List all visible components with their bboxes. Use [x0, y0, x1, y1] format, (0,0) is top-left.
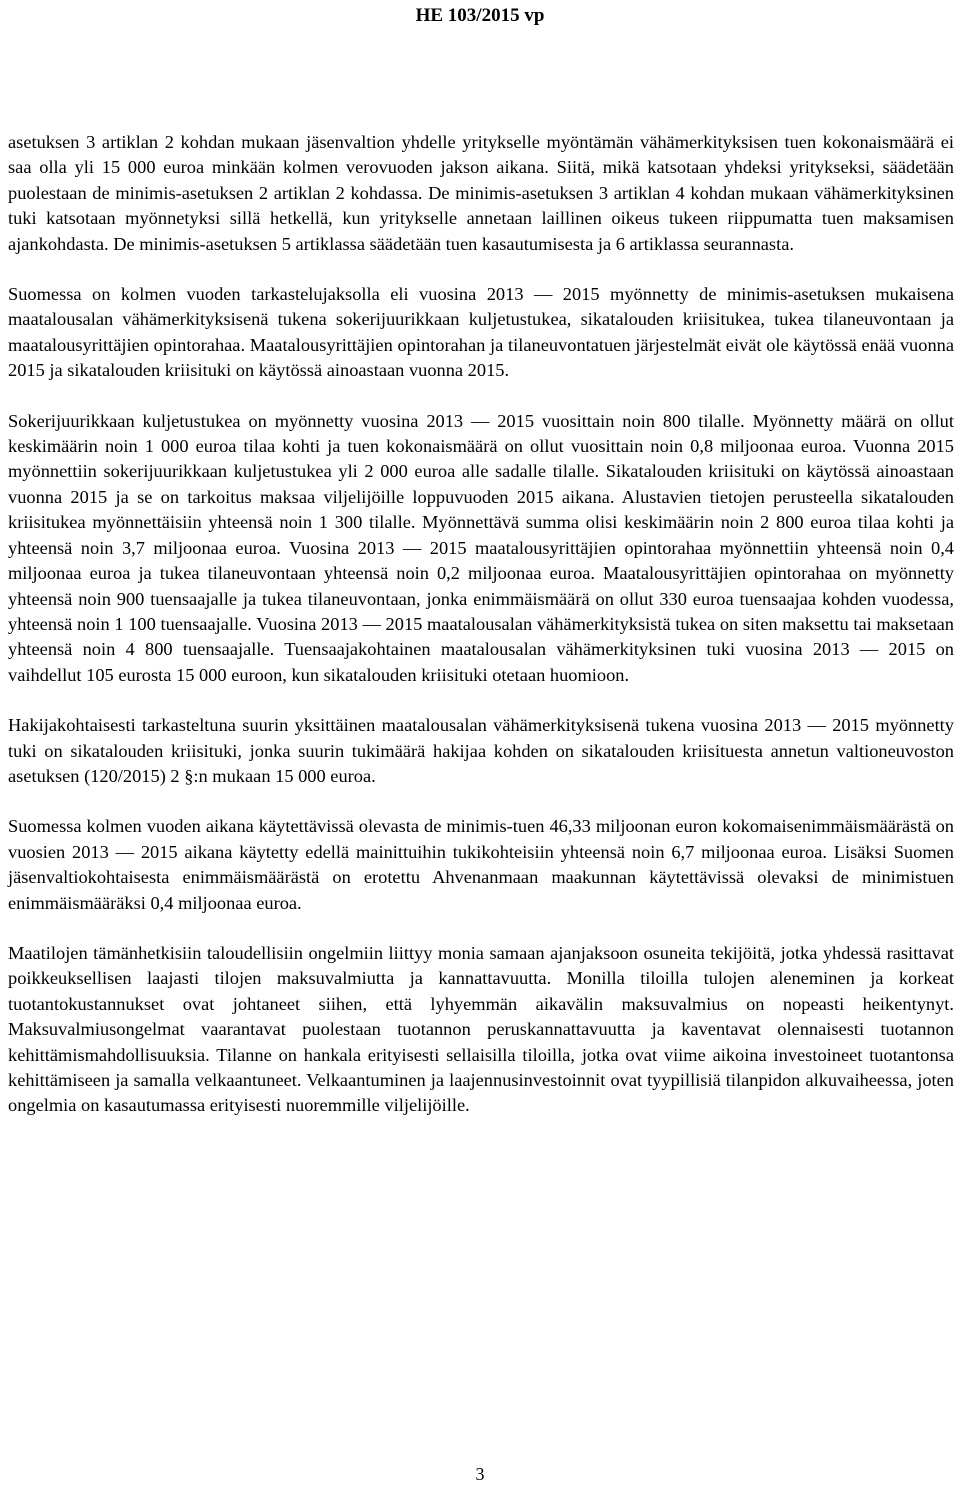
paragraph-2: Suomessa on kolmen vuoden tarkastelujaksolla eli vuosina 2013 — 2015 myönnetty de minimis-asetuksen mukaisena maatalousalan vähämerkityksisenä tukena sokerijuurikkaan kuljetustukea, sikatalouden kriisitukea, tukea tilaneuvontaan ja maatalousyrittäjien opintorahaa. Maatalousyrittäjien opintorahan ja tilaneuvontatuen järjestelmät eivät ole käytössä enää vuonna 2015 ja sikatalouden kriisituki on käytössä ainoastaan vuonna 2015. [8, 284, 954, 381]
paragraph-3: Sokerijuurikkaan kuljetustukea on myönnetty vuosina 2013 — 2015 vuosittain noin 800 tilalle. Myönnetty määrä on ollut keskimäärin noin 1 000 euroa tilaa kohti ja tuen kokonaismäärä on ollut vuosittain noin 0,8 miljoonaa euroa. Vuonna 2015 myönnettiin sokerijuurikkaan kuljetustukea yli 2 000 euroa alle sadalle tilalle. Sikatalouden kriisituki on käytössä ainoastaan vuonna 2015 ja se on tarkoitus maksaa viljelijöille loppuvuoden 2015 aikana. Alustavien tietojen perusteella sikatalouden kriisitukea myönnettäisiin yhteensä noin 1 300 tilalle. Myönnettävä summa olisi keskimäärin noin 2 800 euroa tilaa kohti ja yhteensä noin 3,7 miljoonaa euroa. Vuosina 2013 — 2015 maatalousyrittäjien opintorahaa myönnettiin yhteensä noin 0,4 miljoonaa euroa ja tukea tilaneuvontaan yhteensä noin 0,2 miljoonaa euroa. Maatalousyrittäjien opintorahaa on myönnetty yhteensä noin 900 tuensaajalle ja tukea tilaneuvontaan, jonka enimmäismäärä on ollut 330 euroa tuensaajaa kohden vuodessa, yhteensä noin 1 100 tuensaajalle. Vuosina 2013 — 2015 maatalousalan vähämerkityksistä tukea on siten maksettu tai maksetaan yhteensä noin 4 800 tuensaajalle. Tuensaajakohtainen maatalousalan vähämerkityksinen tuki vuosina 2013 — 2015 on vaihdellut 105 eurosta 15 000 euroon, kun sikatalouden kriisituki otetaan huomioon. [8, 410, 954, 685]
paragraph-4: Hakijakohtaisesti tarkasteltuna suurin yksittäinen maatalousalan vähämerkityksisenä tukena vuosina 2013 — 2015 myönnetty tuki on sikatalouden kriisituki, jonka suurin tukimäärä hakijaa kohden on sikatalouden kriisituesta annetun valtioneuvoston asetuksen (120/2015) 2 §:n mukaan 15 000 euroa. [8, 715, 954, 786]
page-number: 3 [475, 1464, 485, 1484]
paragraph-5: Suomessa kolmen vuoden aikana käytettävissä olevasta de minimis-tuen 46,33 miljoonan euron kokomaisenimmäismäärästä on vuosien 2013 — 2015 aikana käytetty edellä mainittuihin tukikohteisiin yhteensä noin 6,7 miljoonaa euroa. Lisäksi Suomen jäsenvaltiokohtaisesta enimmäismäärästä on erotettu Ahvenanmaan maakunnan käytettävissä olevaksi de minimistuen enimmäismääräksi 0,4 miljoonaa euroa. [8, 816, 954, 913]
paragraph-1: asetuksen 3 artiklan 2 kohdan mukaan jäsenvaltion yhdelle yritykselle myöntämän vähämerkityksisen tuen kokonaismäärä ei saa olla yli 15 000 euroa minkään kolmen verovuoden jakson aikana. Siitä, mikä katsotaan yhdeksi yritykseksi, säädetään puolestaan de minimis-asetuksen 2 artiklan 2 kohdassa. De minimis-asetuksen 3 artiklan 4 kohdan mukaan vähämerkityksinen tuki katsotaan myönnetyksi sillä hetkellä, kun yritykselle annetaan laillinen oikeus tukeen riippumatta tuen maksamisen ajankohdasta. De minimis-asetuksen 5 artiklassa säädetään tuen kasautumisesta ja 6 artiklassa seurannasta. [8, 132, 954, 254]
paragraph-6: Maatilojen tämänhetkisiin taloudellisiin ongelmiin liittyy monia samaan ajanjaksoon osuneita tekijöitä, jotka yhdessä rasittavat poikkeuksellisen laajasti tilojen maksuvalmiutta ja kannattavuutta. Monilla tiloilla tulojen aleneminen ja korkeat tuotantokustannukset ovat johtaneet siihen, että lyhyemmän aikavälin maksuvalmius on nopeasti heikentynyt. Maksuvalmiusongelmat vaarantavat puolestaan tuotannon peruskannattavuutta ja kaventavat olennaisesti tuotannon kehittämismahdollisuuksia. Tilanne on hankala erityisesti sellaisilla tiloilla, jotka ovat viime aikoina investoineet tuotantonsa kehittämiseen ja samalla velkaantuneet. Velkaantuminen ja laajennusinvestoinnit ovat tyypillisiä tilanpidon alkuvaiheessa, joten ongelmia on kasautumassa erityisesti nuoremmille viljelijöille. [8, 942, 954, 1116]
document-header: HE 103/2015 vp [415, 5, 545, 26]
document-body [8, 130, 954, 1144]
